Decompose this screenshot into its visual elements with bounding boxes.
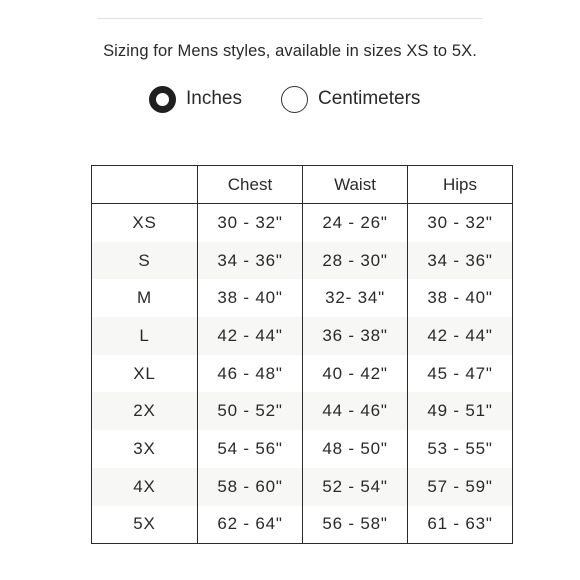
size-chart-table — [91, 165, 513, 544]
header-waist: Waist — [303, 166, 408, 204]
chest-cell: 58 - 60" — [198, 468, 303, 506]
waist-cell: 28 - 30" — [303, 242, 408, 280]
waist-cell: 32- 34" — [303, 279, 408, 317]
hips-cell: 30 - 32" — [408, 204, 513, 242]
chest-cell: 50 - 52" — [198, 392, 303, 430]
hips-cell: 34 - 36" — [408, 242, 513, 280]
size-cell: 3X — [133, 438, 156, 458]
table-row — [92, 279, 513, 317]
waist-cell: 48 - 50" — [303, 430, 408, 468]
size-cell: 2X — [92, 392, 198, 430]
table-row — [92, 468, 513, 506]
waist-cell: 52 - 54" — [303, 468, 408, 506]
chest-cell: 34 - 36" — [198, 242, 303, 280]
chest-cell: 30 - 32" — [198, 204, 303, 242]
table-row — [92, 355, 513, 393]
waist-cell: 56 - 58" — [303, 506, 408, 544]
size-cell: L — [92, 317, 198, 355]
chest-cell: 62 - 64" — [198, 506, 303, 544]
unit-option-inches[interactable] — [149, 86, 242, 113]
radio-selected-icon[interactable] — [149, 86, 176, 113]
sizing-description: Sizing for Mens styles, available in sizes XS to 5X. — [103, 42, 477, 60]
table-header-row — [92, 166, 513, 204]
top-divider — [97, 18, 483, 19]
size-cell: 4X — [92, 468, 198, 506]
chest-cell: 38 - 40" — [198, 279, 303, 317]
waist-cell: 24 - 26" — [303, 204, 408, 242]
chest-cell: 42 - 44" — [198, 317, 303, 355]
header-size — [92, 166, 198, 204]
table-row — [92, 204, 513, 242]
unit-option-centimeters[interactable] — [281, 86, 420, 113]
chest-cell: 46 - 48" — [198, 355, 303, 393]
size-cell: M — [137, 288, 152, 308]
waist-cell: 40 - 42" — [303, 355, 408, 393]
table-row — [92, 506, 513, 544]
waist-cell: 44 - 46" — [303, 392, 408, 430]
hips-cell: 38 - 40" — [408, 279, 513, 317]
size-cell: S — [92, 242, 198, 280]
size-cell: 5X — [133, 514, 156, 534]
table-row — [92, 392, 513, 430]
hips-cell: 45 - 47" — [408, 355, 513, 393]
table-row — [92, 242, 513, 280]
radio-unselected-icon[interactable] — [281, 86, 308, 113]
unit-label-inches[interactable]: Inches — [186, 88, 242, 109]
unit-toggle — [149, 84, 420, 114]
hips-cell: 61 - 63" — [408, 506, 513, 544]
waist-cell: 36 - 38" — [303, 317, 408, 355]
table-row — [92, 317, 513, 355]
unit-label-centimeters[interactable]: Centimeters — [317, 88, 421, 109]
hips-cell: 49 - 51" — [408, 392, 513, 430]
chest-cell: 54 - 56" — [198, 430, 303, 468]
size-cell: XL — [133, 363, 156, 383]
size-cell: XS — [132, 212, 157, 232]
header-chest: Chest — [198, 166, 303, 204]
table-row — [92, 430, 513, 468]
hips-cell: 57 - 59" — [408, 468, 513, 506]
hips-cell: 53 - 55" — [408, 430, 513, 468]
hips-cell: 42 - 44" — [408, 317, 513, 355]
header-hips: Hips — [408, 166, 513, 204]
